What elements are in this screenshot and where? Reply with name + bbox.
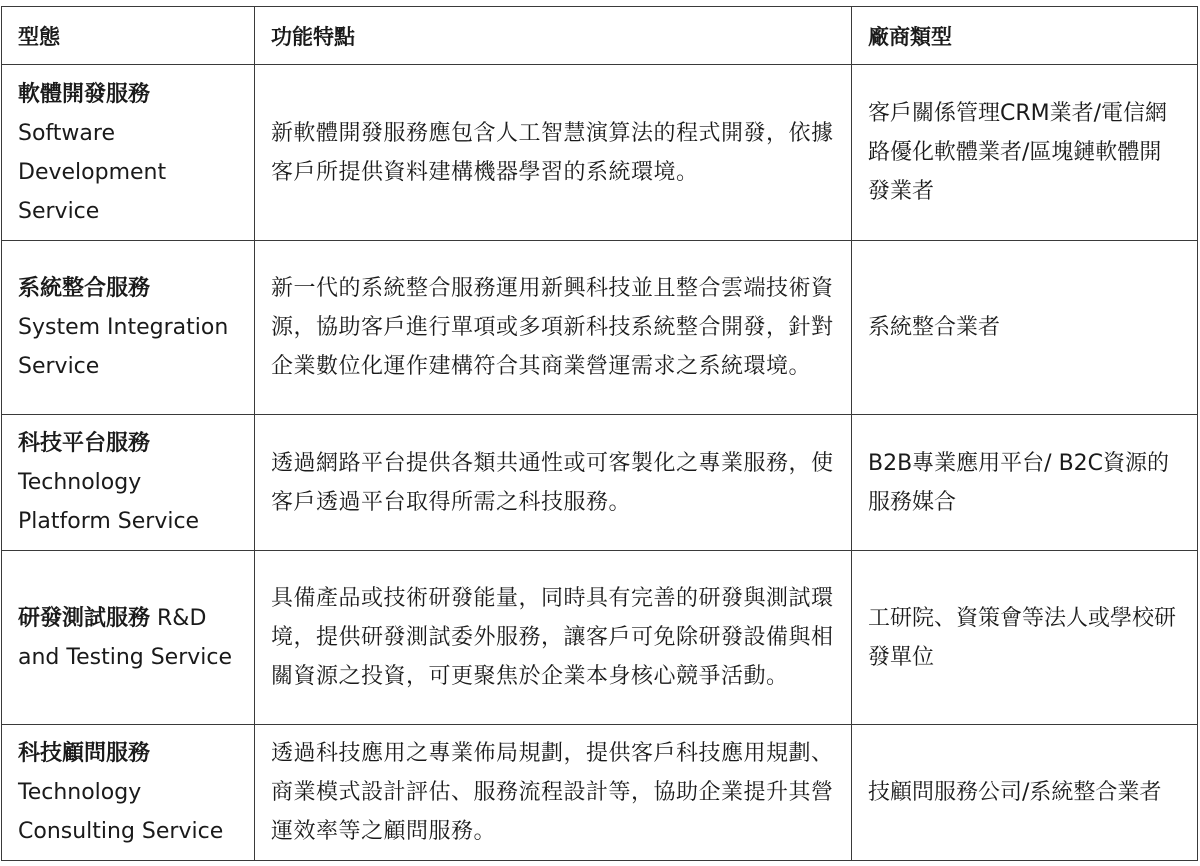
type-zh: 研發測試服務 — [18, 605, 151, 631]
features-cell: 新軟體開發服務應包含人工智慧演算法的程式開發，依據客戶所提供資料建構機器學習的系統環境。 — [255, 65, 852, 241]
table-row — [2, 415, 1198, 551]
type-en: Software Development Service — [18, 120, 167, 224]
type-zh: 軟體開發服務 — [18, 81, 151, 107]
header-features: 功能特點 — [255, 7, 852, 65]
vendors-cell: B2B專業應用平台/ B2C資源的服務媒合 — [852, 415, 1198, 551]
type-en: R&D and Testing Service — [18, 605, 233, 670]
features-cell: 新一代的系統整合服務運用新興科技並且整合雲端技術資源，協助客戶進行單項或多項新科技系統整合開發，針對企業數位化運作建構符合其商業營運需求之系統環境。 — [255, 241, 852, 415]
vendors-cell: 技顧問服務公司/系統整合業者 — [852, 725, 1198, 861]
type-en: Technology Platform Service — [18, 470, 200, 534]
header-row — [2, 7, 1198, 65]
type-cell — [2, 415, 255, 551]
features-cell: 透過科技應用之專業佈局規劃，提供客戶科技應用規劃、商業模式設計評估、服務流程設計等，協助企業提升其營運效率等之顧問服務。 — [255, 725, 852, 861]
service-types-table — [1, 6, 1198, 861]
vendors-cell: 客戶關係管理CRM業者/電信網路優化軟體業者/區塊鏈軟體開發業者 — [852, 65, 1198, 241]
type-cell — [2, 241, 255, 415]
features-cell: 透過網路平台提供各類共通性或可客製化之專業服務，使客戶透過平台取得所需之科技服務。 — [255, 415, 852, 551]
type-zh: 科技平台服務 — [18, 431, 151, 456]
table-row — [2, 241, 1198, 415]
type-en: Technology Consulting Service — [18, 780, 224, 844]
type-cell — [2, 65, 255, 241]
features-cell: 具備產品或技術研發能量，同時具有完善的研發與測試環境，提供研發測試委外服務，讓客戶可免除研發設備與相關資源之投資，可更聚焦於企業本身核心競爭活動。 — [255, 551, 852, 725]
type-zh: 科技顧問服務 — [18, 741, 151, 766]
vendors-cell: 工研院、資策會等法人或學校研發單位 — [852, 551, 1198, 725]
vendors-cell: 系統整合業者 — [852, 241, 1198, 415]
type-zh: 系統整合服務 — [18, 276, 151, 301]
table-row — [2, 551, 1198, 725]
header-vendors: 廠商類型 — [852, 7, 1198, 65]
type-cell — [2, 551, 255, 725]
table-row — [2, 65, 1198, 241]
type-en: System Integration Service — [18, 315, 229, 379]
type-cell — [2, 725, 255, 861]
header-type: 型態 — [2, 7, 255, 65]
table-row — [2, 725, 1198, 861]
